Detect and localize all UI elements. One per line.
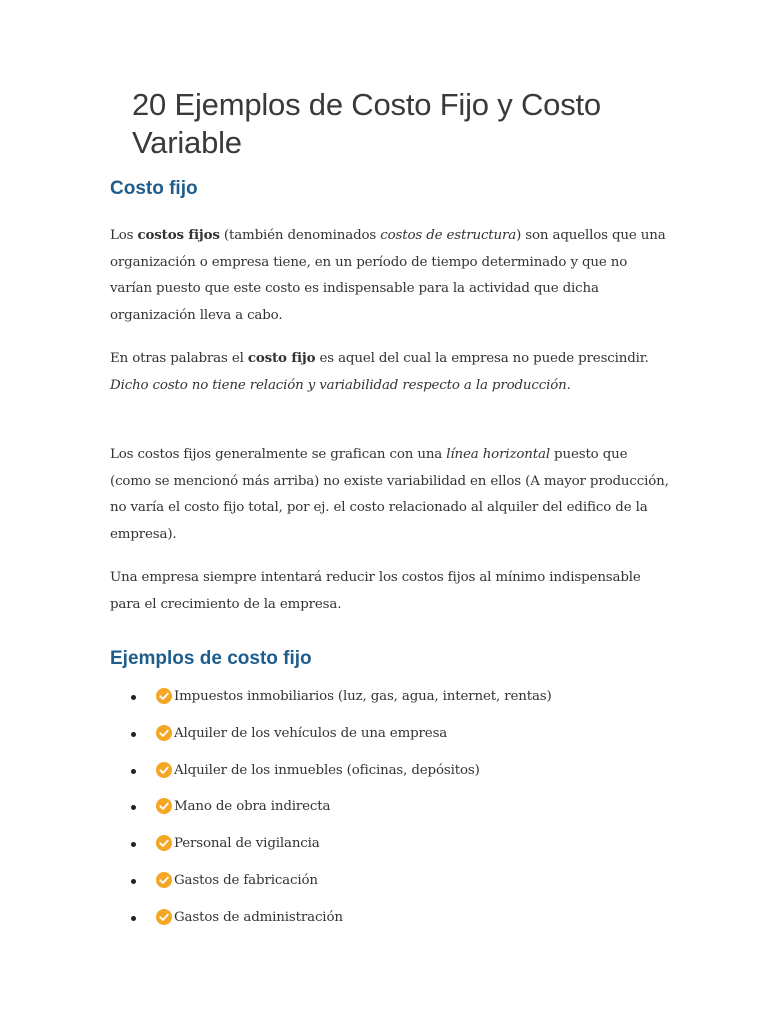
check-circle-icon [156, 725, 172, 741]
term-costos-fijos: costos fijos [137, 227, 220, 243]
bullet-dot [131, 879, 136, 884]
bullet-dot [131, 805, 136, 810]
check-circle-icon [156, 909, 172, 925]
check-circle-icon [156, 762, 172, 778]
term-costos-de-estructura: costos de estructura [380, 228, 517, 243]
term-costo-fijo: costo fijo [247, 350, 316, 366]
section-heading-ejemplos: Ejemplos de costo fijo [110, 648, 312, 669]
check-circle-icon [156, 835, 172, 851]
paragraph-definition: Los costos fijos (también denominados costos de estructura) son aquellos que una organización o empresa tiene, en un período de tiempo determinado y que no varían puesto que este costo es indispensable para la actividad que dicha organización lleva a cabo. [110, 227, 666, 323]
check-circle-icon [156, 872, 172, 888]
list-item-text: Gastos de administración [174, 909, 343, 925]
term-linea-horizontal: línea horizontal [446, 447, 550, 462]
bullet-dot [131, 695, 136, 700]
paragraph-otras-palabras: En otras palabras el costo fijo es aquel del cual la empresa no puede prescindir. Dicho costo no tiene relación y variabilidad respecto a la producción. [110, 350, 649, 393]
check-circle-icon [156, 688, 172, 704]
emphasis-relacion: Dicho costo no tiene relación y variabilidad respecto a la producción [110, 377, 567, 393]
bullet-dot [131, 769, 136, 774]
bullet-dot [131, 916, 136, 921]
bullet-dot [131, 842, 136, 847]
list-item-text: Alquiler de los vehículos de una empresa [174, 725, 448, 741]
paragraph-reducir: Una empresa siempre intentará reducir los costos fijos al mínimo indispensable para el crecimiento de la empresa. [110, 570, 641, 612]
bullet-dot [131, 732, 136, 737]
list-item-text: Impuestos inmobiliarios (luz, gas, agua, internet, rentas) [174, 689, 552, 704]
list-item-text: Personal de vigilancia [174, 836, 320, 852]
paragraph-grafica: Los costos fijos generalmente se grafican con una línea horizontal puesto que (como se mencionó más arriba) no existe variabilidad en ellos (A mayor producción, no varía el costo fijo total, por ej. el costo relacionado al alquiler del edifico de la empresa). [110, 447, 669, 542]
section-heading-costo-fijo: Costo fijo [110, 178, 198, 199]
list-item-text: Mano de obra indirecta [174, 799, 331, 815]
page-title: 20 Ejemplos de Costo Fijo y Costo Variable [132, 87, 601, 160]
list-item-text: Alquiler de los inmuebles (oficinas, depósitos) [174, 762, 480, 778]
list-item-text: Gastos de fabricación [174, 872, 318, 888]
check-circle-icon [156, 798, 172, 814]
